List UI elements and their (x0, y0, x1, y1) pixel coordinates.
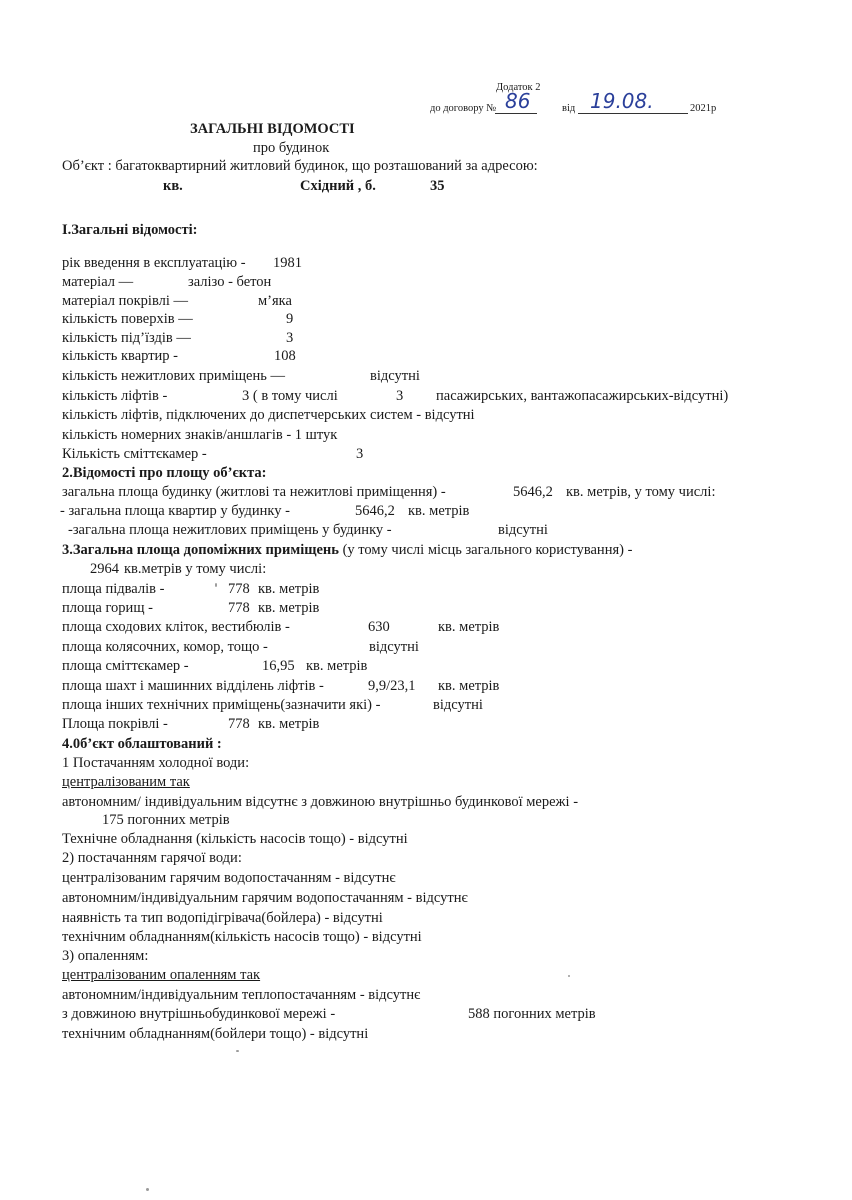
apartments-area-unit: кв. метрів (408, 503, 470, 519)
street-label: Східний , б. (300, 178, 376, 194)
contract-prefix: до договору № (430, 103, 497, 114)
lift-shaft-area-value: 9,9/23,1 (368, 678, 416, 694)
material-value: залізо - бетон (188, 274, 272, 290)
cold-water-centralized: централізованим так (62, 774, 190, 790)
heating-equipment: технічним обладнанням(бойлери тощо) - відсутні (62, 1026, 369, 1042)
date-underline (578, 113, 688, 114)
section1-heading: I.Загальні відомості: (62, 222, 198, 238)
total-area-label: загальна площа будинку (житлові та нежитлові приміщення) - (62, 484, 446, 500)
nonresidential-area-label: -загальна площа нежитлових приміщень у будинку - (68, 522, 392, 538)
chute-area-unit: кв. метрів (306, 658, 368, 674)
heating-network-label: з довжиною внутрішньобудинкової мережі - (62, 1006, 336, 1022)
section2-heading: 2.Відомості про площу об’єкта: (62, 465, 267, 481)
annex-label: Додаток 2 (496, 82, 541, 93)
basement-area-unit: кв. метрів (258, 581, 320, 597)
page-title: ЗАГАЛЬНІ ВІДОМОСТІ (190, 121, 355, 137)
lifts-value: 3 ( в тому числі (242, 388, 338, 404)
nonresidential-count-label: кількість нежитлових приміщень — (62, 368, 285, 384)
floors-label: кількість поверхів — (62, 311, 193, 327)
passenger-lifts-count: 3 (396, 388, 404, 404)
scan-speck (236, 1050, 239, 1052)
chute-area-label: площа сміттєкамер - (62, 658, 189, 674)
roof-material-value: м’яка (258, 293, 292, 309)
date-handwritten: 19.08. (590, 89, 654, 113)
aux-total-unit: кв.метрів у тому числі: (124, 561, 267, 577)
entrances-value: 3 (286, 330, 294, 346)
heating-autonomous: автономним/індивідуальним теплопостачанням - відсутнє (62, 987, 421, 1003)
storage-area-value: відсутні (369, 639, 419, 655)
apartments-area-label: - загальна площа квартир у будинку - (60, 503, 290, 519)
attic-area-label: площа горищ - (62, 600, 153, 616)
roof-material-label: матеріал покрівлі — (62, 293, 188, 309)
apt-label: кв. (163, 178, 183, 194)
technical-rooms-label: площа інших технічних приміщень(зазначити які) - (62, 697, 381, 713)
commission-year-label: рік введення в експлуатацію - (62, 255, 246, 271)
scan-speck (215, 583, 217, 587)
section3-heading-rest: (у тому числі місць загального користування) - (338, 542, 633, 558)
section3-heading-bold: 3.Загальна площа допоміжних приміщень (62, 542, 339, 558)
lift-shaft-area-unit: кв. метрів (438, 678, 500, 694)
page-subtitle: про будинок (253, 140, 330, 156)
chutes-label: Кількість сміттєкамер - (62, 446, 207, 462)
section4-heading: 4.0б’єкт облаштований : (62, 736, 222, 752)
roof-area-unit: кв. метрів (258, 716, 320, 732)
basement-area-value: 778 (228, 581, 250, 597)
cold-water-length: 175 погонних метрів (102, 812, 230, 828)
nonresidential-count-value: відсутні (370, 368, 420, 384)
apartments-area-value: 5646,2 (355, 503, 395, 519)
hot-water-heading: 2) постачанням гарячої води: (62, 850, 242, 866)
nonresidential-area-value: відсутні (498, 522, 548, 538)
lifts-rest: пасажирських, вантажопасажирських-відсутні) (436, 388, 729, 404)
total-area-value: 5646,2 (513, 484, 553, 500)
entrances-label: кількість під’їздів — (62, 330, 191, 346)
dispatch-lifts-line: кількість ліфтів, підключених до диспетчерських систем - відсутні (62, 407, 475, 423)
material-label: матеріал — (62, 274, 134, 290)
house-number: 35 (430, 178, 445, 194)
roof-area-label: Площа покрівлі - (62, 716, 168, 732)
basement-area-label: площа підвалів - (62, 581, 165, 597)
heating-centralized: централізованим опаленням так (62, 967, 261, 983)
heating-network-length: 588 погонних метрів (468, 1006, 596, 1022)
object-line: Об’єкт : багатоквартирний житловий будинок, що розташований за адресою: (62, 158, 538, 174)
contract-number-handwritten: 86 (505, 89, 531, 113)
heating-heading: 3) опаленням: (62, 948, 149, 964)
hot-water-centralized: централізованим гарячим водопостачанням - відсутнє (62, 870, 396, 886)
scan-speck (146, 1188, 149, 1191)
cold-water-autonomous: автономним/ індивідуальним відсутнє з довжиною внутрішньо будинкової мережі - (62, 794, 579, 810)
boiler-type: наявність та тип водопідігрівача(бойлера) - відсутні (62, 910, 383, 926)
section3-heading (62, 541, 632, 559)
attic-area-unit: кв. метрів (258, 600, 320, 616)
stairwell-area-label: площа сходових кліток, вестибюлів - (62, 619, 290, 635)
stairwell-area-unit: кв. метрів (438, 619, 500, 635)
hot-water-autonomous: автономним/індивідуальним гарячим водопостачанням - відсутнє (62, 890, 468, 906)
floors-value: 9 (286, 311, 294, 327)
commission-year-value: 1981 (273, 255, 302, 271)
aux-total-value: 2964 (90, 561, 119, 577)
lift-shaft-area-label: площа шахт і машинних відділень ліфтів - (62, 678, 324, 694)
contract-number-underline (495, 113, 537, 114)
roof-area-value: 778 (228, 716, 250, 732)
from-label: від (562, 103, 576, 114)
hot-water-equipment: технічним обладнанням(кількість насосів тощо) - відсутні (62, 929, 422, 945)
stairwell-area-value: 630 (368, 619, 390, 635)
signs-line: кількість номерних знаків/аншлагів - 1 штук (62, 427, 338, 443)
chutes-value: 3 (356, 446, 364, 462)
technical-rooms-value: відсутні (433, 697, 483, 713)
storage-area-label: площа колясочних, комор, тощо - (62, 639, 268, 655)
scan-speck (568, 975, 570, 977)
year-suffix: 2021р (690, 103, 717, 114)
lifts-label: кількість ліфтів - (62, 388, 168, 404)
chute-area-value: 16,95 (262, 658, 295, 674)
total-area-unit: кв. метрів, у тому числі: (566, 484, 716, 500)
cold-water-equipment: Технічне обладнання (кількість насосів тощо) - відсутні (62, 831, 408, 847)
attic-area-value: 778 (228, 600, 250, 616)
cold-water-heading: 1 Постачанням холодної води: (62, 755, 250, 771)
apartments-label: кількість квартир - (62, 348, 178, 364)
apartments-value: 108 (274, 348, 296, 364)
